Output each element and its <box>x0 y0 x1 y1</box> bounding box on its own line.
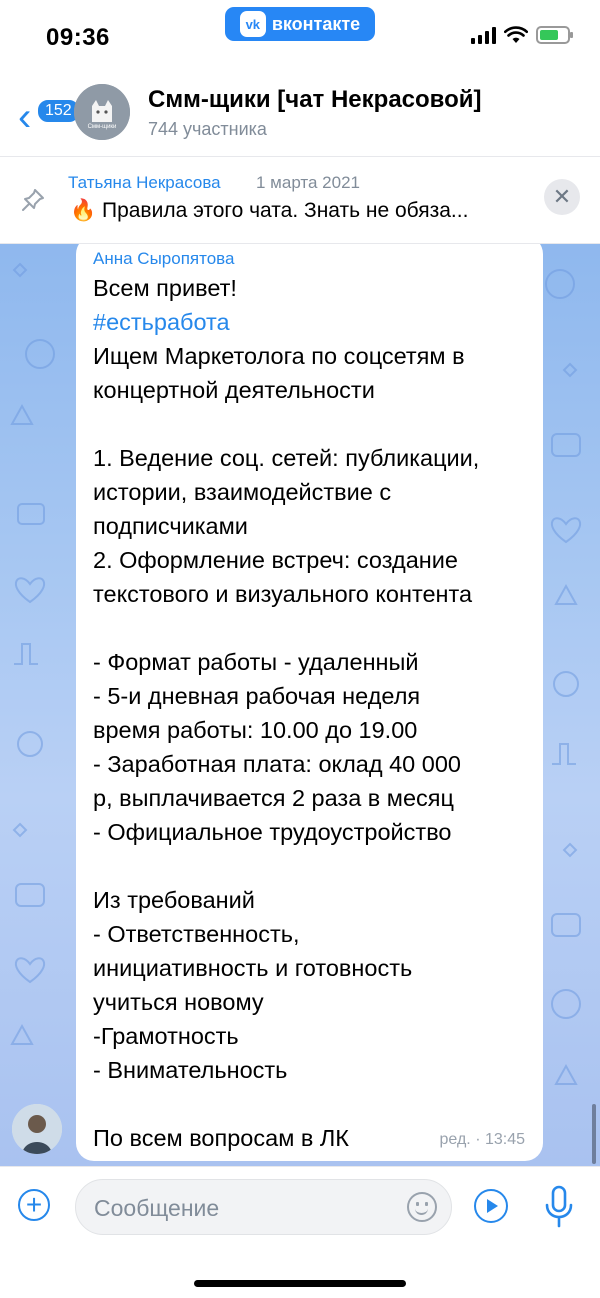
message-line: - 5-и дневная рабочая неделя <box>93 683 421 709</box>
vk-app-badge[interactable] <box>225 7 375 41</box>
message-input-container[interactable] <box>75 1179 452 1235</box>
message-line <box>93 611 533 645</box>
chat-avatar-caption: Смм-щики <box>87 124 117 130</box>
chat-member-count: 744 участника <box>148 119 267 139</box>
message-line: - Внимательность <box>93 1057 288 1083</box>
message-line: учиться новому <box>93 989 264 1015</box>
message-line: время работы: 10.00 до 19.00 <box>93 717 418 743</box>
message-line: Ищем Маркетолога по соцсетям в <box>93 343 465 369</box>
message-input[interactable] <box>92 1190 396 1226</box>
person-icon <box>12 1104 62 1154</box>
battery-icon <box>536 26 570 44</box>
message-line: - Заработная плата: оклад 40 000 <box>93 751 461 777</box>
plus-circle-icon: + <box>25 1189 43 1220</box>
message-composer <box>0 1166 600 1298</box>
smile-icon[interactable] <box>407 1192 437 1222</box>
close-icon: ✕ <box>552 184 572 209</box>
chat-header <box>0 70 600 157</box>
chat-history[interactable] <box>0 244 600 1166</box>
message-line <box>93 1087 533 1121</box>
message-line: 1. Ведение соц. сетей: публикации, <box>93 445 480 471</box>
vk-app-badge-label: вконтакте <box>271 13 361 34</box>
message-line: подписчиками <box>93 513 248 539</box>
message-text <box>93 271 533 1155</box>
message-line: - Официальное трудоустройство <box>93 819 452 845</box>
unread-count-badge: 152 <box>36 98 81 124</box>
message-line: Всем привет! <box>93 275 237 301</box>
pinned-text: 🔥 Правила этого чата. Знать не обяза... <box>70 199 469 222</box>
cellular-signal-icon <box>471 26 496 44</box>
message-line: истории, взаимодействие с <box>93 479 392 505</box>
message-line: инициативность и готовность <box>93 955 413 981</box>
wifi-icon <box>504 26 528 44</box>
microphone-icon[interactable] <box>544 1185 574 1229</box>
message-line: р, выплачивается 2 раза в месяц <box>93 785 454 811</box>
scrollbar[interactable] <box>592 1104 596 1164</box>
status-icons <box>471 26 570 44</box>
message-bubble[interactable] <box>76 244 543 1161</box>
back-button[interactable] <box>14 84 72 139</box>
message-line <box>93 849 533 883</box>
cat-icon <box>74 84 130 140</box>
hashtag-link[interactable]: #естьработа <box>93 309 230 335</box>
play-circle-icon[interactable] <box>474 1189 508 1223</box>
chat-avatar[interactable] <box>74 84 130 140</box>
message-line: текстового и визуального контента <box>93 581 473 607</box>
pin-icon <box>20 187 46 213</box>
pinned-date: 1 марта 2021 <box>256 173 360 192</box>
message-meta: ред. · 13:45 <box>439 1131 525 1148</box>
message-line: 2. Оформление встреч: создание <box>93 547 458 573</box>
message-line: - Формат работы - удаленный <box>93 649 419 675</box>
message-author[interactable]: Анна Сыропятова <box>93 249 235 268</box>
attach-button[interactable] <box>18 1189 50 1221</box>
sender-avatar[interactable] <box>12 1104 62 1154</box>
message-line <box>93 407 533 441</box>
chat-title[interactable]: Смм-щики [чат Некрасовой] <box>148 86 482 113</box>
pinned-author: Татьяна Некрасова <box>68 173 221 192</box>
status-time: 09:36 <box>46 24 110 51</box>
message-line: - Ответственность, <box>93 921 300 947</box>
close-pinned-button[interactable] <box>544 179 580 215</box>
message-line: -Грамотность <box>93 1023 239 1049</box>
status-bar <box>0 0 600 70</box>
vk-logo-icon: vk <box>240 11 266 37</box>
home-indicator[interactable] <box>194 1280 406 1287</box>
chevron-left-icon: ‹ <box>18 95 32 139</box>
message-line: По всем вопросам в ЛК <box>93 1125 349 1151</box>
message-line: концертной деятельности <box>93 377 375 403</box>
message-line: Из требований <box>93 887 255 913</box>
pinned-message[interactable] <box>0 157 600 244</box>
